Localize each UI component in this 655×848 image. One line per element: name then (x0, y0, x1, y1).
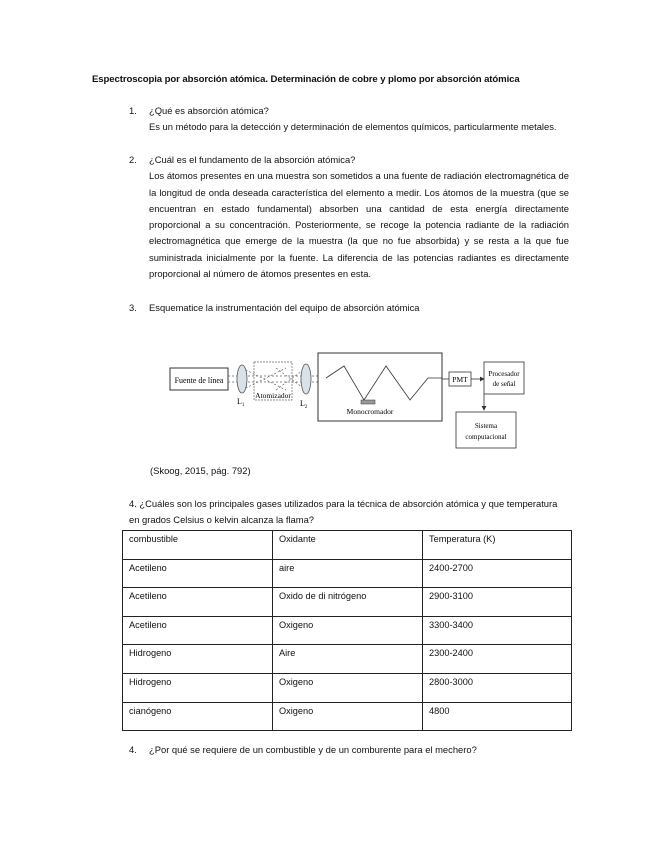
signal-processor-box (484, 362, 524, 394)
table-row (123, 702, 572, 731)
answer-text: Es un método para la detección y determinación de elementos químicos, particularmente metales. (149, 121, 557, 133)
lens-1-label: $L_1$ (237, 397, 245, 408)
lens-2-label: $L_2$ (300, 399, 308, 410)
table-cell: cianógeno (123, 702, 273, 731)
question-text: ¿Cuál es el fundamento de la absorción atómica? (149, 154, 356, 165)
table-cell: Oxigeno (273, 673, 423, 702)
table-cell: Oxigeno (273, 702, 423, 731)
grating (361, 400, 375, 404)
signal-processor-label-2: de señal (492, 380, 516, 388)
lens-1 (237, 365, 247, 393)
question-3 (129, 300, 569, 316)
computer-system-label-1: Sistema (474, 422, 498, 430)
table-cell: 2900-3100 (423, 588, 572, 617)
table-cell: 2400-2700 (423, 559, 572, 588)
citation: (Skoog, 2015, pág. 792) (150, 465, 251, 476)
signal-processor-label-1: Procesador (488, 370, 520, 378)
table-cell: Oxigeno (273, 616, 423, 645)
table-cell: Acetileno (123, 588, 273, 617)
table-cell: 3300-3400 (423, 616, 572, 645)
table-header-row (123, 531, 572, 560)
answer-text: Los átomos presentes en una muestra son sometidos a una fuente de radiación electromagnética de la longitud de onda deseada característica del elemento a medir. Los átomos de la muestra (que se encuentran en estado fundamental) absorben una cantidad de esta energía directamente proporcional a su concentración. Posteriormente, se recoge la potencia radiante de la radiación electromagnética que emerge de la muestra (la que no fue absorbida) y se resta a la que fue suministrada inicialmente por la fuente. La diferencia de las potencias radiantes es directamente proporcional al número de átomos presentes en esta. (149, 170, 569, 280)
header-cell: combustible (123, 531, 273, 560)
question-2 (129, 152, 569, 282)
computer-system-box (456, 412, 516, 448)
atomizer-label: Atomizador (255, 391, 291, 400)
pmt-label: PMT (452, 375, 468, 384)
table-cell: Hidrogeno (123, 645, 273, 674)
question-number: 1. (129, 105, 137, 116)
question-1 (129, 103, 569, 136)
gases-table (122, 530, 572, 731)
document-title: Espectroscopia por absorción atómica. Determinación de cobre y plomo por absorción atómica (92, 74, 520, 85)
monochromator-label: Monocromador (346, 407, 394, 416)
table-row (123, 645, 572, 674)
table-cell: Acetileno (123, 559, 273, 588)
question-text: ¿Qué es absorción atómica? (149, 105, 269, 116)
table-cell: 2800-3000 (423, 673, 572, 702)
light-source-label: Fuente de línea (174, 376, 224, 385)
question-text: ¿Por qué se requiere de un combustible y de un comburente para el mechero? (149, 744, 477, 755)
table-cell: 2300-2400 (423, 645, 572, 674)
table-cell: Hidrogeno (123, 673, 273, 702)
question-number: 3. (129, 302, 137, 313)
lens-2 (301, 364, 311, 394)
table-cell: 4800 (423, 702, 572, 731)
question-number: 2. (129, 154, 137, 165)
aas-instrument-diagram (166, 348, 526, 458)
table-cell: Oxido de di nitrógeno (273, 588, 423, 617)
table-cell: Acetileno (123, 616, 273, 645)
header-cell: Temperatura (K) (423, 531, 572, 560)
question-4: 4. ¿Cuáles son los principales gases utilizados para la técnica de absorción atómica y que temperatura en grados Celsius o kelvin alcanza la flama? (129, 498, 558, 526)
table-row (123, 616, 572, 645)
table-cell: Aire (273, 645, 423, 674)
table-row (123, 673, 572, 702)
table-cell: aire (273, 559, 423, 588)
question-number: 4. (129, 744, 137, 755)
header-cell: Oxidante (273, 531, 423, 560)
computer-system-label-2: computacional (465, 433, 507, 441)
question-5 (129, 744, 477, 755)
question-text: Esquematice la instrumentación del equipo de absorción atómica (149, 302, 420, 313)
table-row (123, 588, 572, 617)
table-row (123, 559, 572, 588)
